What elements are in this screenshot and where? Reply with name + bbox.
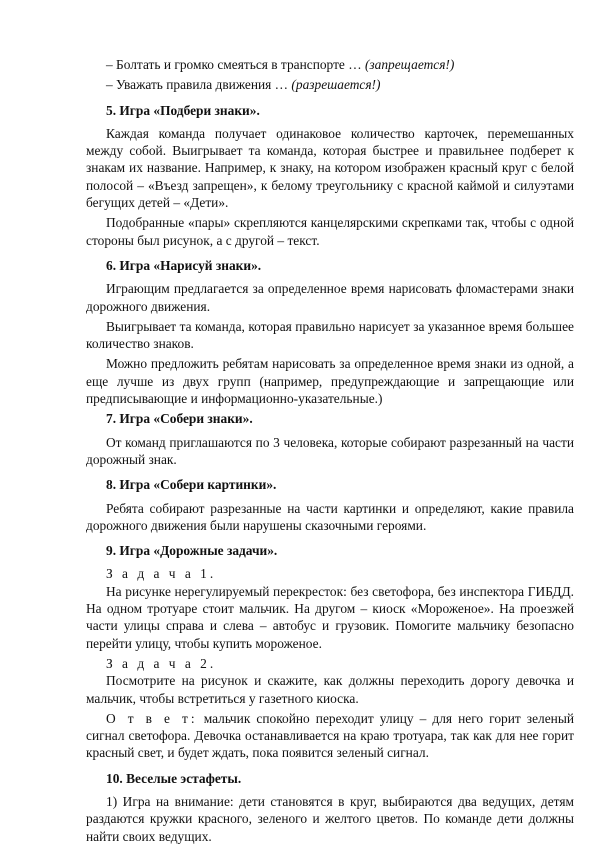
- game5-heading: 5. Игра «Подбери знаки».: [106, 102, 260, 118]
- game5-paragraph-2: Подобранные «пары» скрепляются канцелярскими скрепками так, чтобы с одной стороны был рисунок, а с другой – текст.: [86, 215, 574, 248]
- task2-label: З а д а ч а 2.: [106, 655, 217, 671]
- game6-paragraph-2: Выигрывает та команда, которая правильно нарисует за указанное время большее количество знаков.: [86, 318, 574, 352]
- task1-text: На рисунке нерегулируемый перекресток: без светофора, без инспектора ГИБДД. На одном тротуаре стоит мальчик. На другом – киоск «Мороженое». На проезжей части улицы справа и слева – автобус и грузовик. Помогите мальчику безопасно перейти улицу, чтобы купить мороженое.: [86, 583, 574, 651]
- game10-paragraph-1: 1) Игра на внимание: дети становятся в круг, выбираются два ведущих, детям раздаются кружки красного, зеленого и желтого цветов. По команде дети должны найти своих ведущих.: [86, 793, 574, 844]
- intro-line-2-text: – Уважать правила движения …: [106, 77, 292, 93]
- task2-text: Посмотрите на рисунок и скажите, как должны переходить дорогу девочка и мальчик, чтобы встретиться у газетного киоска.: [86, 673, 574, 706]
- answer-label: О т в е т:: [106, 710, 198, 726]
- game8-paragraph-1: Ребята собирают разрезанные на части картинки и определяют, какие правила дорожного движения были нарушены сказочными героями.: [86, 500, 574, 533]
- intro-line-1-answer: (запрещается!): [364, 57, 455, 72]
- game5-paragraph-1: Каждая команда получает одинаковое количество карточек, перемешанных между собой. Выигрывает та команда, которая быстрее и правильнее подберет к знакам их название. Например, к знаку, на котором изображен красный круг с белой полосой – «Въезд запрещен», к белому треугольнику с красной каймой и силуэтами бегущих детей – «Дети».: [86, 125, 574, 211]
- game7-heading: 7. Игра «Собери знаки».: [106, 411, 253, 427]
- document-page: [86, 56, 574, 845]
- game10-heading: 10. Веселые эстафеты.: [106, 770, 242, 786]
- game6-heading: 6. Игра «Нарисуй знаки».: [106, 257, 262, 273]
- game6-paragraph-3: Можно предложить ребятам нарисовать за определенное время знаки из одной, а еще лучше из двух групп (например, предупреждающие и запрещающие или предписывающие и информационно-указательные.): [86, 356, 574, 407]
- intro-line-1-text: – Болтать и громко смеяться в транспорте …: [106, 57, 365, 72]
- task2-answer: [86, 710, 574, 762]
- intro-line-2: [86, 76, 574, 93]
- intro-line-1: [86, 56, 574, 73]
- game9-heading: 9. Игра «Дорожные задачи».: [106, 543, 278, 559]
- task1-label: З а д а ч а 1.: [106, 566, 217, 582]
- answer-text: мальчик спокойно переходит улицу – для него горит зеленый сигнал светофора. Девочка останавливается на краю тротуара, так как для нее горит красный свет, и будет ждать, пока появится зеленый сигнал.: [86, 710, 574, 761]
- game7-paragraph-1: От команд приглашаются по 3 человека, которые собирают разрезанный на части дорожный знак.: [86, 434, 574, 467]
- game8-heading: 8. Игра «Собери картинки».: [106, 477, 277, 493]
- game6-paragraph-1: Играющим предлагается за определенное время нарисовать фломастерами знаки дорожного движения.: [86, 281, 574, 314]
- intro-line-2-answer: (разрешается!): [291, 77, 381, 93]
